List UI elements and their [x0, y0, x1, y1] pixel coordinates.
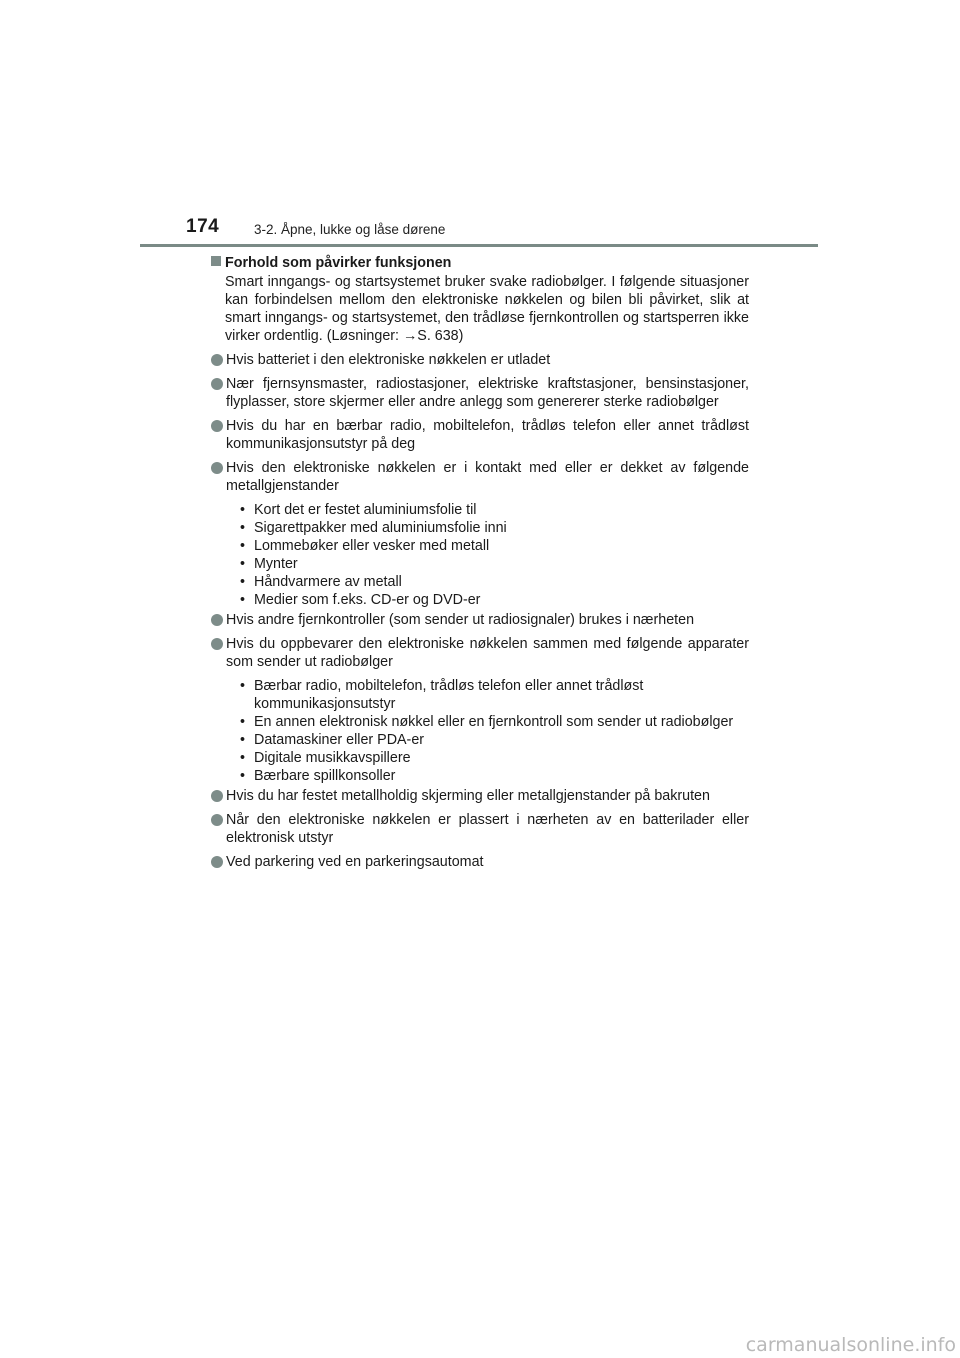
bullet-text: Når den elektroniske nøkkelen er plassert i nærheten av en batterilader eller elektronisk utstyr	[226, 812, 749, 846]
list-item	[211, 811, 749, 847]
list-item	[211, 611, 749, 629]
section-body	[211, 254, 749, 871]
bullet-text: Ved parkering ved en parkeringsautomat	[226, 854, 484, 870]
circle-bullet-icon	[211, 354, 223, 366]
list-item	[211, 853, 749, 871]
header-rule	[140, 244, 818, 247]
sub-list-item: • Bærbare spillkonsoller	[240, 767, 749, 785]
bullet-text: Hvis du har en bærbar radio, mobiltelefon, trådløs telefon eller annet trådløst kommunikasjonsutstyr på deg	[226, 418, 749, 452]
watermark: carmanualsonline.info	[745, 1334, 956, 1356]
page-number: 174	[186, 216, 220, 237]
section-intro: Smart inngangs- og startsystemet bruker svake radiobølger. I følgende situasjoner kan forbindelsen mellom den elektroniske nøkkelen og bilen bli påvirket, slik at smart inngangs- og startsystemet, den trådløse fjernkontrollen og startsperren ikke virker ordentlig. (Løsninger: →S. 638)	[225, 274, 749, 344]
list-item	[211, 635, 749, 671]
sub-list-item: • Digitale musikkavspillere	[240, 749, 749, 767]
sub-list-item: • Håndvarmere av metall	[240, 573, 749, 591]
sub-list-item: • Medier som f.eks. CD-er og DVD-er	[240, 591, 749, 609]
sub-list	[240, 677, 749, 785]
circle-bullet-icon	[211, 790, 223, 802]
circle-bullet-icon	[211, 420, 223, 432]
circle-bullet-icon	[211, 462, 223, 474]
sub-list-item: • Bærbar radio, mobiltelefon, trådløs telefon eller annet trådløst kommunikasjonsutstyr	[240, 677, 749, 713]
list-item	[211, 787, 749, 805]
circle-bullet-icon	[211, 638, 223, 650]
circle-bullet-icon	[211, 614, 223, 626]
section-heading	[211, 254, 749, 272]
sub-list-item: • Mynter	[240, 555, 749, 573]
bullet-text: Hvis andre fjernkontroller (som sender ut radiosignaler) brukes i nærheten	[226, 612, 695, 628]
bullet-text: Hvis den elektroniske nøkkelen er i kontakt med eller er dekket av følgende metallgjenstander	[226, 460, 749, 494]
sub-list-item: • Sigarettpakker med aluminiumsfolie inni	[240, 519, 749, 537]
running-head: 3-2. Åpne, lukke og låse dørene	[254, 222, 446, 237]
square-bullet-icon	[211, 256, 221, 266]
circle-bullet-icon	[211, 814, 223, 826]
sub-list-item: • Kort det er festet aluminiumsfolie til	[240, 501, 749, 519]
circle-bullet-icon	[211, 378, 223, 390]
list-item	[211, 417, 749, 453]
section-heading-text: Forhold som påvirker funksjonen	[225, 255, 452, 271]
sub-list-item: • Lommebøker eller vesker med metall	[240, 537, 749, 555]
list-item	[211, 459, 749, 495]
sub-list-item: • En annen elektronisk nøkkel eller en fjernkontroll som sender ut radiobølger	[240, 713, 749, 731]
list-item	[211, 351, 749, 369]
list-item	[211, 375, 749, 411]
sub-list	[240, 501, 749, 609]
bullet-text: Hvis du oppbevarer den elektroniske nøkkelen sammen med følgende apparater som sender ut radiobølger	[226, 636, 749, 670]
sub-list-item: • Datamaskiner eller PDA-er	[240, 731, 749, 749]
bullet-text: Nær fjernsynsmaster, radiostasjoner, elektriske kraftstasjoner, bensinstasjoner, flyplasser, store skjermer eller andre anlegg som genererer sterke radiobølger	[226, 376, 749, 410]
bullet-text: Hvis du har festet metallholdig skjerming eller metallgjenstander på bakruten	[226, 788, 710, 804]
bullet-text: Hvis batteriet i den elektroniske nøkkelen er utladet	[226, 352, 551, 368]
circle-bullet-icon	[211, 856, 223, 868]
